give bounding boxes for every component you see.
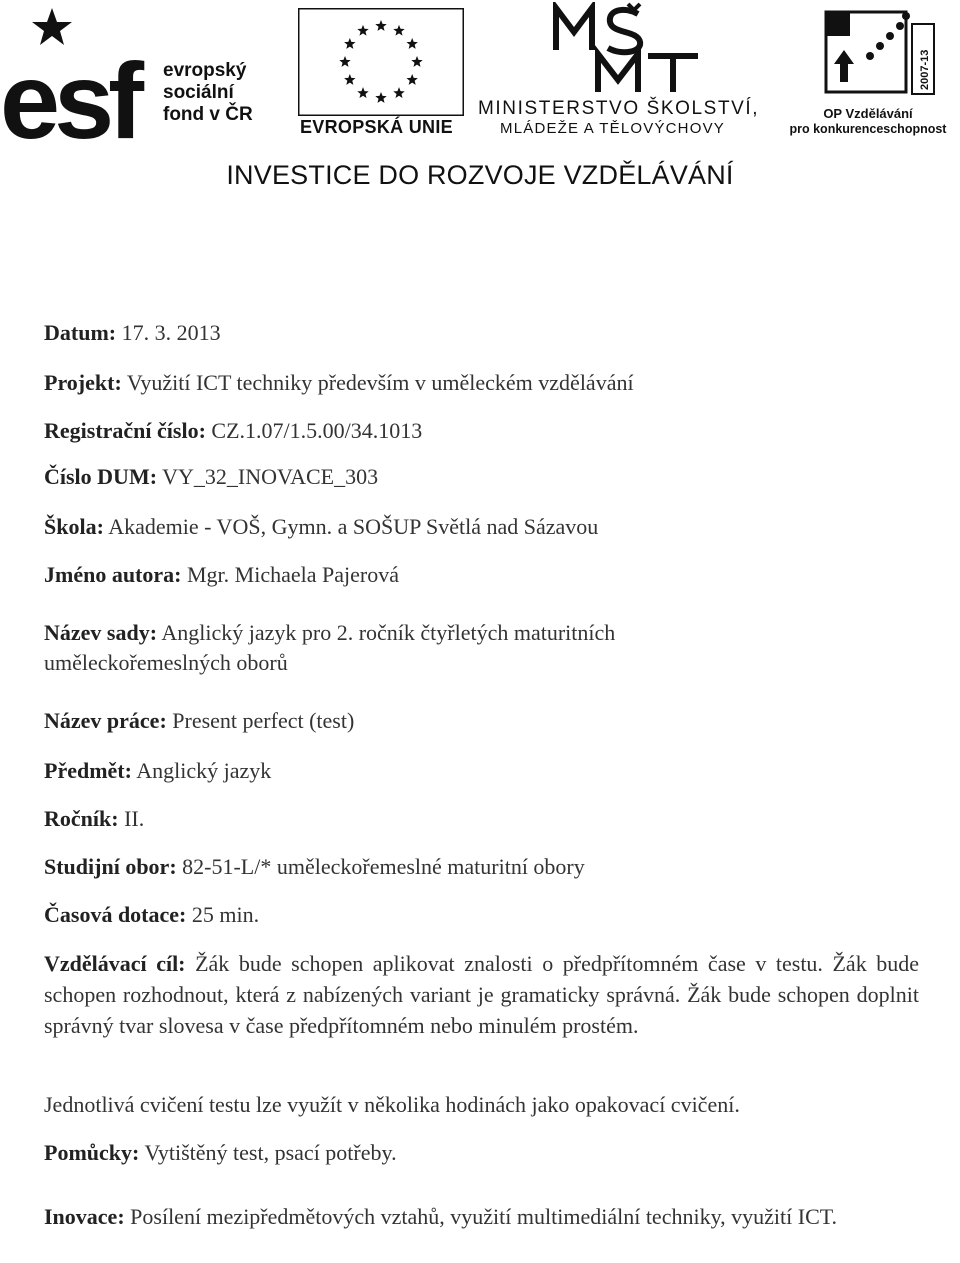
eu-star-icon bbox=[357, 87, 368, 98]
skola-label: Škola: bbox=[44, 514, 104, 539]
row-rocnik bbox=[44, 804, 919, 834]
row-predmet bbox=[44, 756, 919, 786]
esf-caption bbox=[163, 60, 253, 126]
cil-label: Vzdělávací cíl: bbox=[44, 951, 186, 976]
eu-star-icon bbox=[344, 74, 355, 85]
autor-label: Jméno autora: bbox=[44, 562, 182, 587]
sada-label: Název sady: bbox=[44, 620, 158, 645]
row-projekt bbox=[44, 368, 919, 398]
eu-star-icon bbox=[375, 20, 386, 31]
eu-star-icon bbox=[344, 38, 355, 49]
esf-logo bbox=[0, 0, 290, 150]
row-datum bbox=[44, 318, 919, 348]
svg-text:2007-13: 2007-13 bbox=[919, 49, 931, 90]
op-mark-icon bbox=[820, 6, 936, 102]
prace-value: Present perfect (test) bbox=[172, 708, 355, 733]
autor-value: Mgr. Michaela Pajerová bbox=[186, 562, 399, 587]
esf-line-2: sociální bbox=[163, 82, 234, 103]
cil-value: Žák bude schopen aplikovat znalosti o předpřítomném čase v testu. Žák bude schopen rozhodnout, která z nabízených variant je gramaticky správná. Žák bude schopen doplnit správný tvar slovesa v čase předpřítomném nebo minulém prostém. bbox=[44, 951, 920, 1038]
eu-star-icon bbox=[339, 56, 350, 67]
projekt-label: Projekt: bbox=[44, 370, 122, 395]
poznamka-text: Jednotlivá cvičení testu lze využít v několika hodinách jako opakovací cvičení. bbox=[44, 1092, 740, 1117]
inovace-value: Posílení mezipředmětových vztahů, využití multimediální techniky, využití ICT. bbox=[130, 1204, 838, 1229]
datum-value: 17. 3. 2013 bbox=[121, 320, 221, 345]
op-line-1: OP Vzdělávání bbox=[823, 106, 913, 121]
inovace-label: Inovace: bbox=[44, 1204, 125, 1229]
registracni-value: CZ.1.07/1.5.00/34.1013 bbox=[211, 418, 423, 443]
eu-star-icon bbox=[393, 25, 404, 36]
eu-flag-icon bbox=[298, 8, 464, 116]
dum-value: VY_32_INOVACE_303 bbox=[162, 464, 379, 489]
projekt-value: Využití ICT techniky především v uměleckém vzdělávání bbox=[126, 370, 634, 395]
dum-label: Číslo DUM: bbox=[44, 464, 158, 489]
msmt-logo bbox=[478, 0, 768, 150]
row-autor bbox=[44, 560, 919, 590]
header-logos bbox=[0, 0, 960, 150]
pomucky-value: Vytištěný test, psací potřeby. bbox=[144, 1140, 397, 1165]
predmet-label: Předmět: bbox=[44, 758, 132, 783]
op-logo bbox=[776, 0, 960, 150]
eu-star-icon bbox=[406, 38, 417, 49]
dotace-value: 25 min. bbox=[191, 902, 260, 927]
row-poznamka bbox=[44, 1090, 919, 1120]
rocnik-label: Ročník: bbox=[44, 806, 119, 831]
eu-caption: EVROPSKÁ UNIE bbox=[300, 117, 453, 137]
row-obor bbox=[44, 852, 919, 882]
msmt-mark-icon bbox=[552, 2, 702, 94]
row-prace bbox=[44, 706, 919, 736]
obor-label: Studijní obor: bbox=[44, 854, 177, 879]
eu-star-icon bbox=[406, 74, 417, 85]
row-skola bbox=[44, 512, 919, 542]
eu-star-icon bbox=[393, 87, 404, 98]
eu-logo bbox=[298, 0, 466, 150]
row-registracni bbox=[44, 416, 919, 446]
predmet-value: Anglický jazyk bbox=[136, 758, 272, 783]
datum-label: Datum: bbox=[44, 320, 117, 345]
svg-text:esf: esf bbox=[0, 40, 139, 150]
msmt-line-2: MLÁDEŽE A TĚLOVÝCHOVY bbox=[500, 120, 725, 137]
row-inovace bbox=[44, 1202, 894, 1232]
registracni-label: Registrační číslo: bbox=[44, 418, 206, 443]
eu-star-icon bbox=[411, 56, 422, 67]
skola-value: Akademie - VOŠ, Gymn. a SOŠUP Světlá nad Sázavou bbox=[108, 514, 599, 539]
dotace-label: Časová dotace: bbox=[44, 902, 187, 927]
esf-line-3: fond v ČR bbox=[163, 104, 253, 125]
slogan: INVESTICE DO ROZVOJE VZDĚLÁVÁNÍ bbox=[226, 160, 734, 190]
msmt-line-1: MINISTERSTVO ŠKOLSTVÍ, bbox=[478, 98, 760, 119]
row-dotace bbox=[44, 900, 919, 930]
row-pomucky bbox=[44, 1138, 919, 1168]
row-sada bbox=[44, 618, 764, 678]
sada-value: Anglický jazyk pro 2. ročník čtyřletých maturitních uměleckořemeslných oborů bbox=[44, 620, 616, 675]
obor-value: 82-51-L/* uměleckořemeslné maturitní obory bbox=[182, 854, 585, 879]
esf-line-1: evropský bbox=[163, 60, 247, 81]
row-cil bbox=[44, 948, 919, 1041]
rocnik-value: II. bbox=[124, 806, 145, 831]
eu-star-icon bbox=[375, 92, 386, 103]
prace-label: Název práce: bbox=[44, 708, 167, 733]
esf-mark-icon bbox=[0, 0, 160, 150]
eu-star-icon bbox=[357, 25, 368, 36]
op-line-2: pro konkurenceschopnost bbox=[789, 122, 947, 136]
pomucky-label: Pomůcky: bbox=[44, 1140, 140, 1165]
row-dum bbox=[44, 462, 919, 492]
